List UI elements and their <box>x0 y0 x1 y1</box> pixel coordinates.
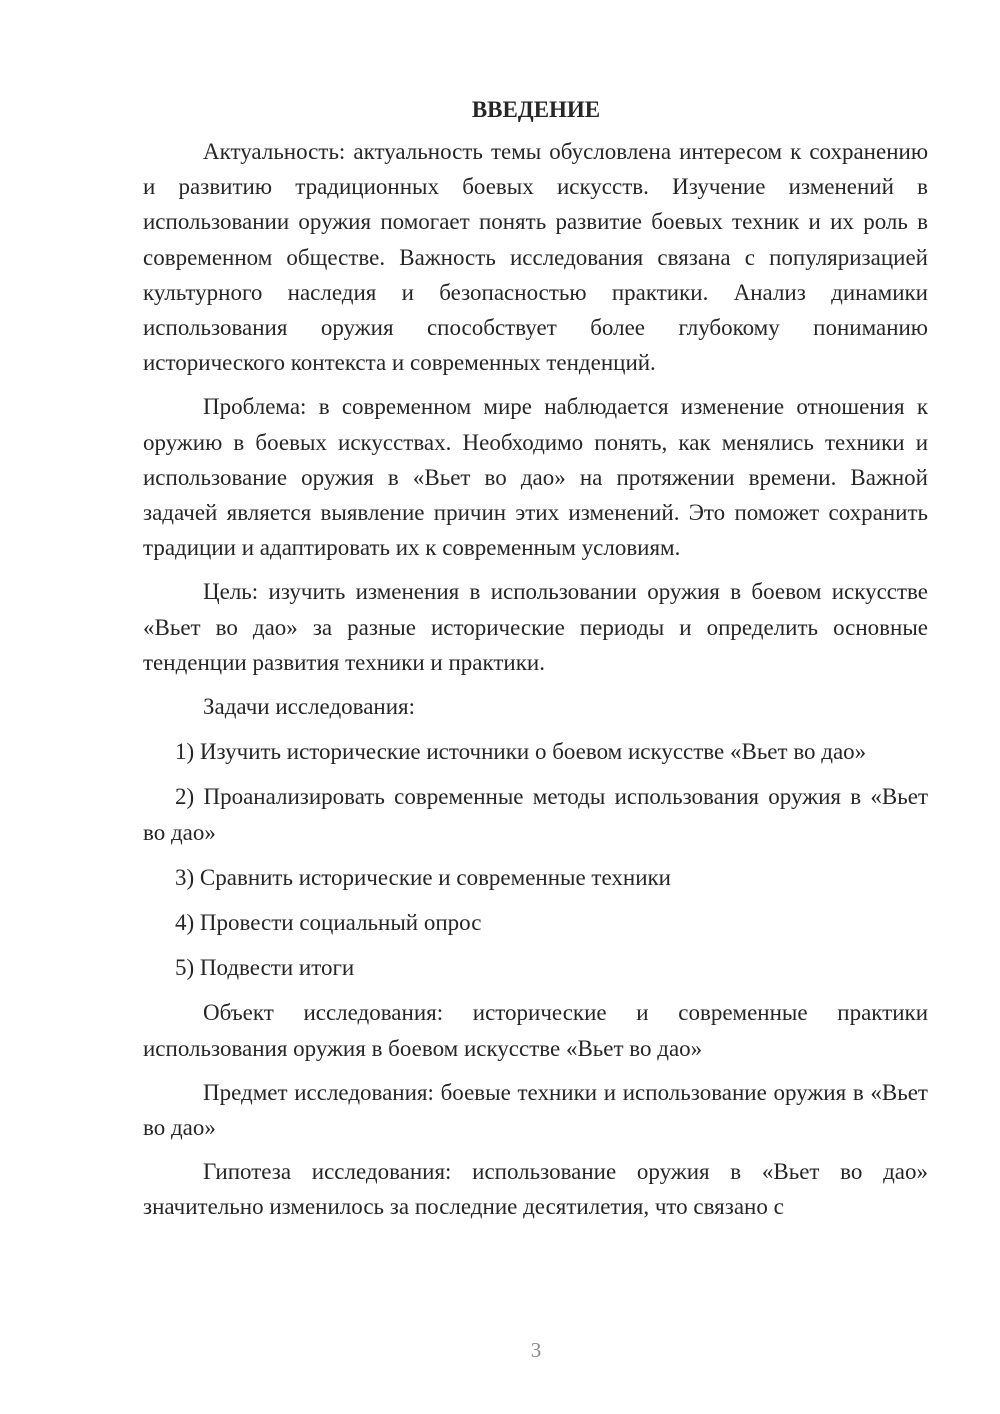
object-paragraph: Объект исследования: исторические и современные практики использования оружия в боевом искусстве «Вьет во дао» <box>143 1000 928 1061</box>
hypothesis-paragraph: Гипотеза исследования: использование оружия в «Вьет во дао» значительно изменилось за последние десятилетия, что связано с <box>143 1159 928 1220</box>
subject-paragraph: Предмет исследования: боевые техники и использование оружия в «Вьет во дао» <box>143 1079 928 1141</box>
relevance-paragraph: Актуальность: актуальность темы обусловлена интересом к сохранению и развитию традиционных боевых искусств. Изучение изменений в использовании оружия помогает понять развитие боевых техник и их роль в современном обществе. Важность исследования связана с популяризацией культурного наследия и безопасностью практики. Анализ динамики использования оружия способствует более глубокому пониманию исторического контекста и современных тенденций. <box>143 139 928 376</box>
task-item-3: 3) Сравнить исторические и современные техники <box>175 864 671 890</box>
task-item-5: 5) Подвести итоги <box>175 955 355 981</box>
page-number: 3 <box>530 1338 542 1362</box>
page-content <box>143 92 928 1234</box>
task-item-4: 4) Провести социальный опрос <box>175 910 482 936</box>
page-title: ВВЕДЕНИЕ <box>471 97 601 122</box>
tasks-label: Задачи исследования: <box>203 694 416 720</box>
problem-paragraph: Проблема: в современном мире наблюдается изменение отношения к оружию в боевых искусствах. Необходимо понять, как менялись техники и использование оружия в «Вьет во дао» на протяжении времени. Важной задачей является выявление причин этих изменений. Это поможет сохранить традиции и адаптировать их к современным условиям. <box>143 394 928 561</box>
tasks-list <box>143 734 928 985</box>
task-item-1: 1) Изучить исторические источники о боевом искусстве «Вьет во дао» <box>175 739 867 765</box>
task-item-2: 2) Проанализировать современные методы использования оружия в «Вьет во дао» <box>143 784 928 845</box>
goal-paragraph: Цель: изучить изменения в использовании оружия в боевом искусстве «Вьет во дао» за разные исторические периоды и определить основные тенденции развития техники и практики. <box>143 579 928 675</box>
